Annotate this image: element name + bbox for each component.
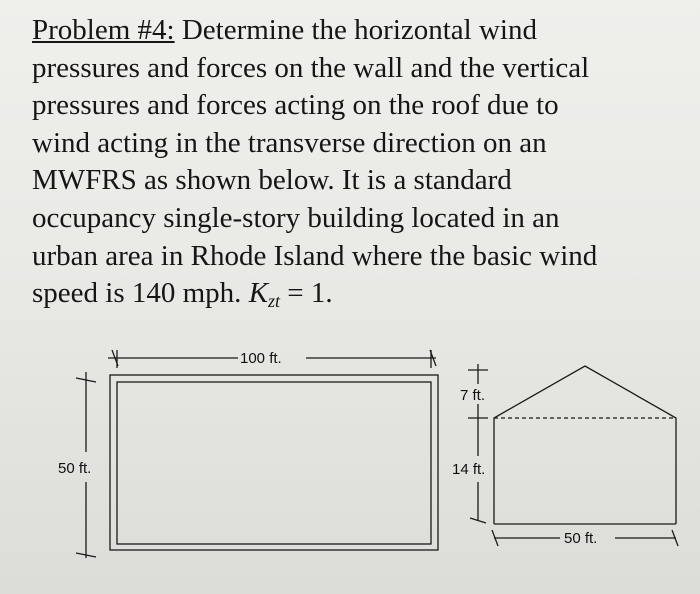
kzt-subscript: zt [268, 291, 281, 312]
problem-label: Problem #4: [32, 14, 175, 46]
problem-line-3: pressures and forces acting on the roof due to [32, 89, 559, 122]
kzt-value: = 1. [280, 277, 333, 310]
elevation-width-label: 50 ft. [564, 530, 598, 547]
plan-width-label: 50 ft. [58, 460, 92, 477]
plan-outline-outer [110, 375, 438, 550]
plan-length-label: 100 ft. [240, 350, 282, 367]
problem-line-6: occupancy single-story building located in an [32, 201, 560, 234]
problem-line-7: urban area in Rhode Island where the basic wind [32, 239, 598, 272]
kzt-symbol: K [248, 277, 269, 310]
wall-height-label: 14 ft. [452, 461, 486, 478]
elevation-outline [494, 366, 676, 524]
problem-line-5: MWFRS as shown below. It is a standard [32, 164, 512, 197]
problem-line-8-text: speed is 140 mph. [32, 277, 249, 310]
problem-line-2: pressures and forces on the wall and the vertical [32, 51, 590, 84]
roof-height-label: 7 ft. [460, 387, 486, 404]
problem-line-1-text: Determine the horizontal wind [174, 14, 537, 46]
problem-line-4: wind acting in the transverse direction on an [32, 126, 547, 159]
plan-outline-inner [117, 382, 431, 544]
